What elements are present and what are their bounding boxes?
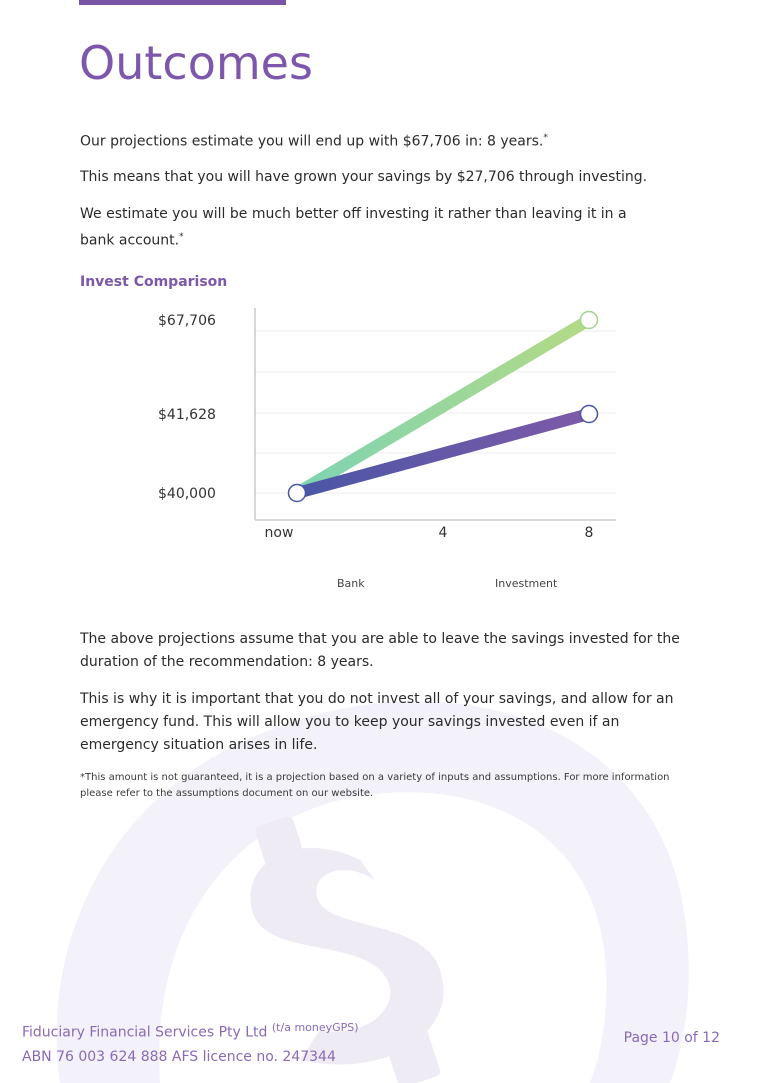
comparison-paragraph: We estimate you will be much better off investing it rather than leaving it in a bank account.* [80, 206, 627, 249]
projection-paragraph: Our projections estimate you will end up with $67,706 in: 8 years.* [80, 133, 548, 150]
top-accent-bar [79, 0, 286, 5]
company-name: Fiduciary Financial Services Pty Ltd [22, 1024, 268, 1041]
y-tick-label: $40,000 [158, 486, 216, 502]
x-tick-label: 4 [438, 525, 448, 541]
page-number: Page 10 of 12 [623, 1030, 720, 1046]
legend-label-bank: Bank [337, 577, 365, 590]
x-tick-label: now [264, 525, 294, 541]
series-line-investment [297, 320, 589, 493]
trading-as: (t/a moneyGPS) [271, 1021, 359, 1034]
x-tick-label: 8 [584, 525, 594, 541]
section-title: Invest Comparison [80, 274, 228, 290]
abn-licence: ABN 76 003 624 888 AFS licence no. 247344 [22, 1048, 336, 1065]
emergency-fund-paragraph: This is why it is important that you do not invest all of your savings, and allow for an emergency fund. This will allow you to keep your savings invested even if an emergency situation arises in life. [80, 691, 674, 753]
y-tick-label: $41,628 [158, 407, 216, 423]
data-point-bank [581, 406, 598, 423]
footer-company-info [22, 1016, 359, 1069]
growth-paragraph: This means that you will have grown your savings by $27,706 through investing. [80, 169, 648, 185]
page-title: Outcomes [79, 36, 313, 90]
data-point-investment [581, 312, 598, 329]
legend-label-investment: Investment [495, 577, 558, 590]
y-tick-label: $67,706 [158, 313, 216, 329]
footnote: *This amount is not guaranteed, it is a projection based on a variety of inputs and assumptions. For more information please refer to the assumptions document on our website. [80, 772, 670, 799]
assumption-paragraph: The above projections assume that you are able to leave the savings invested for the duration of the recommendation: 8 years. [80, 631, 680, 670]
invest-comparison-chart [140, 300, 640, 600]
data-point-origin [289, 485, 306, 502]
